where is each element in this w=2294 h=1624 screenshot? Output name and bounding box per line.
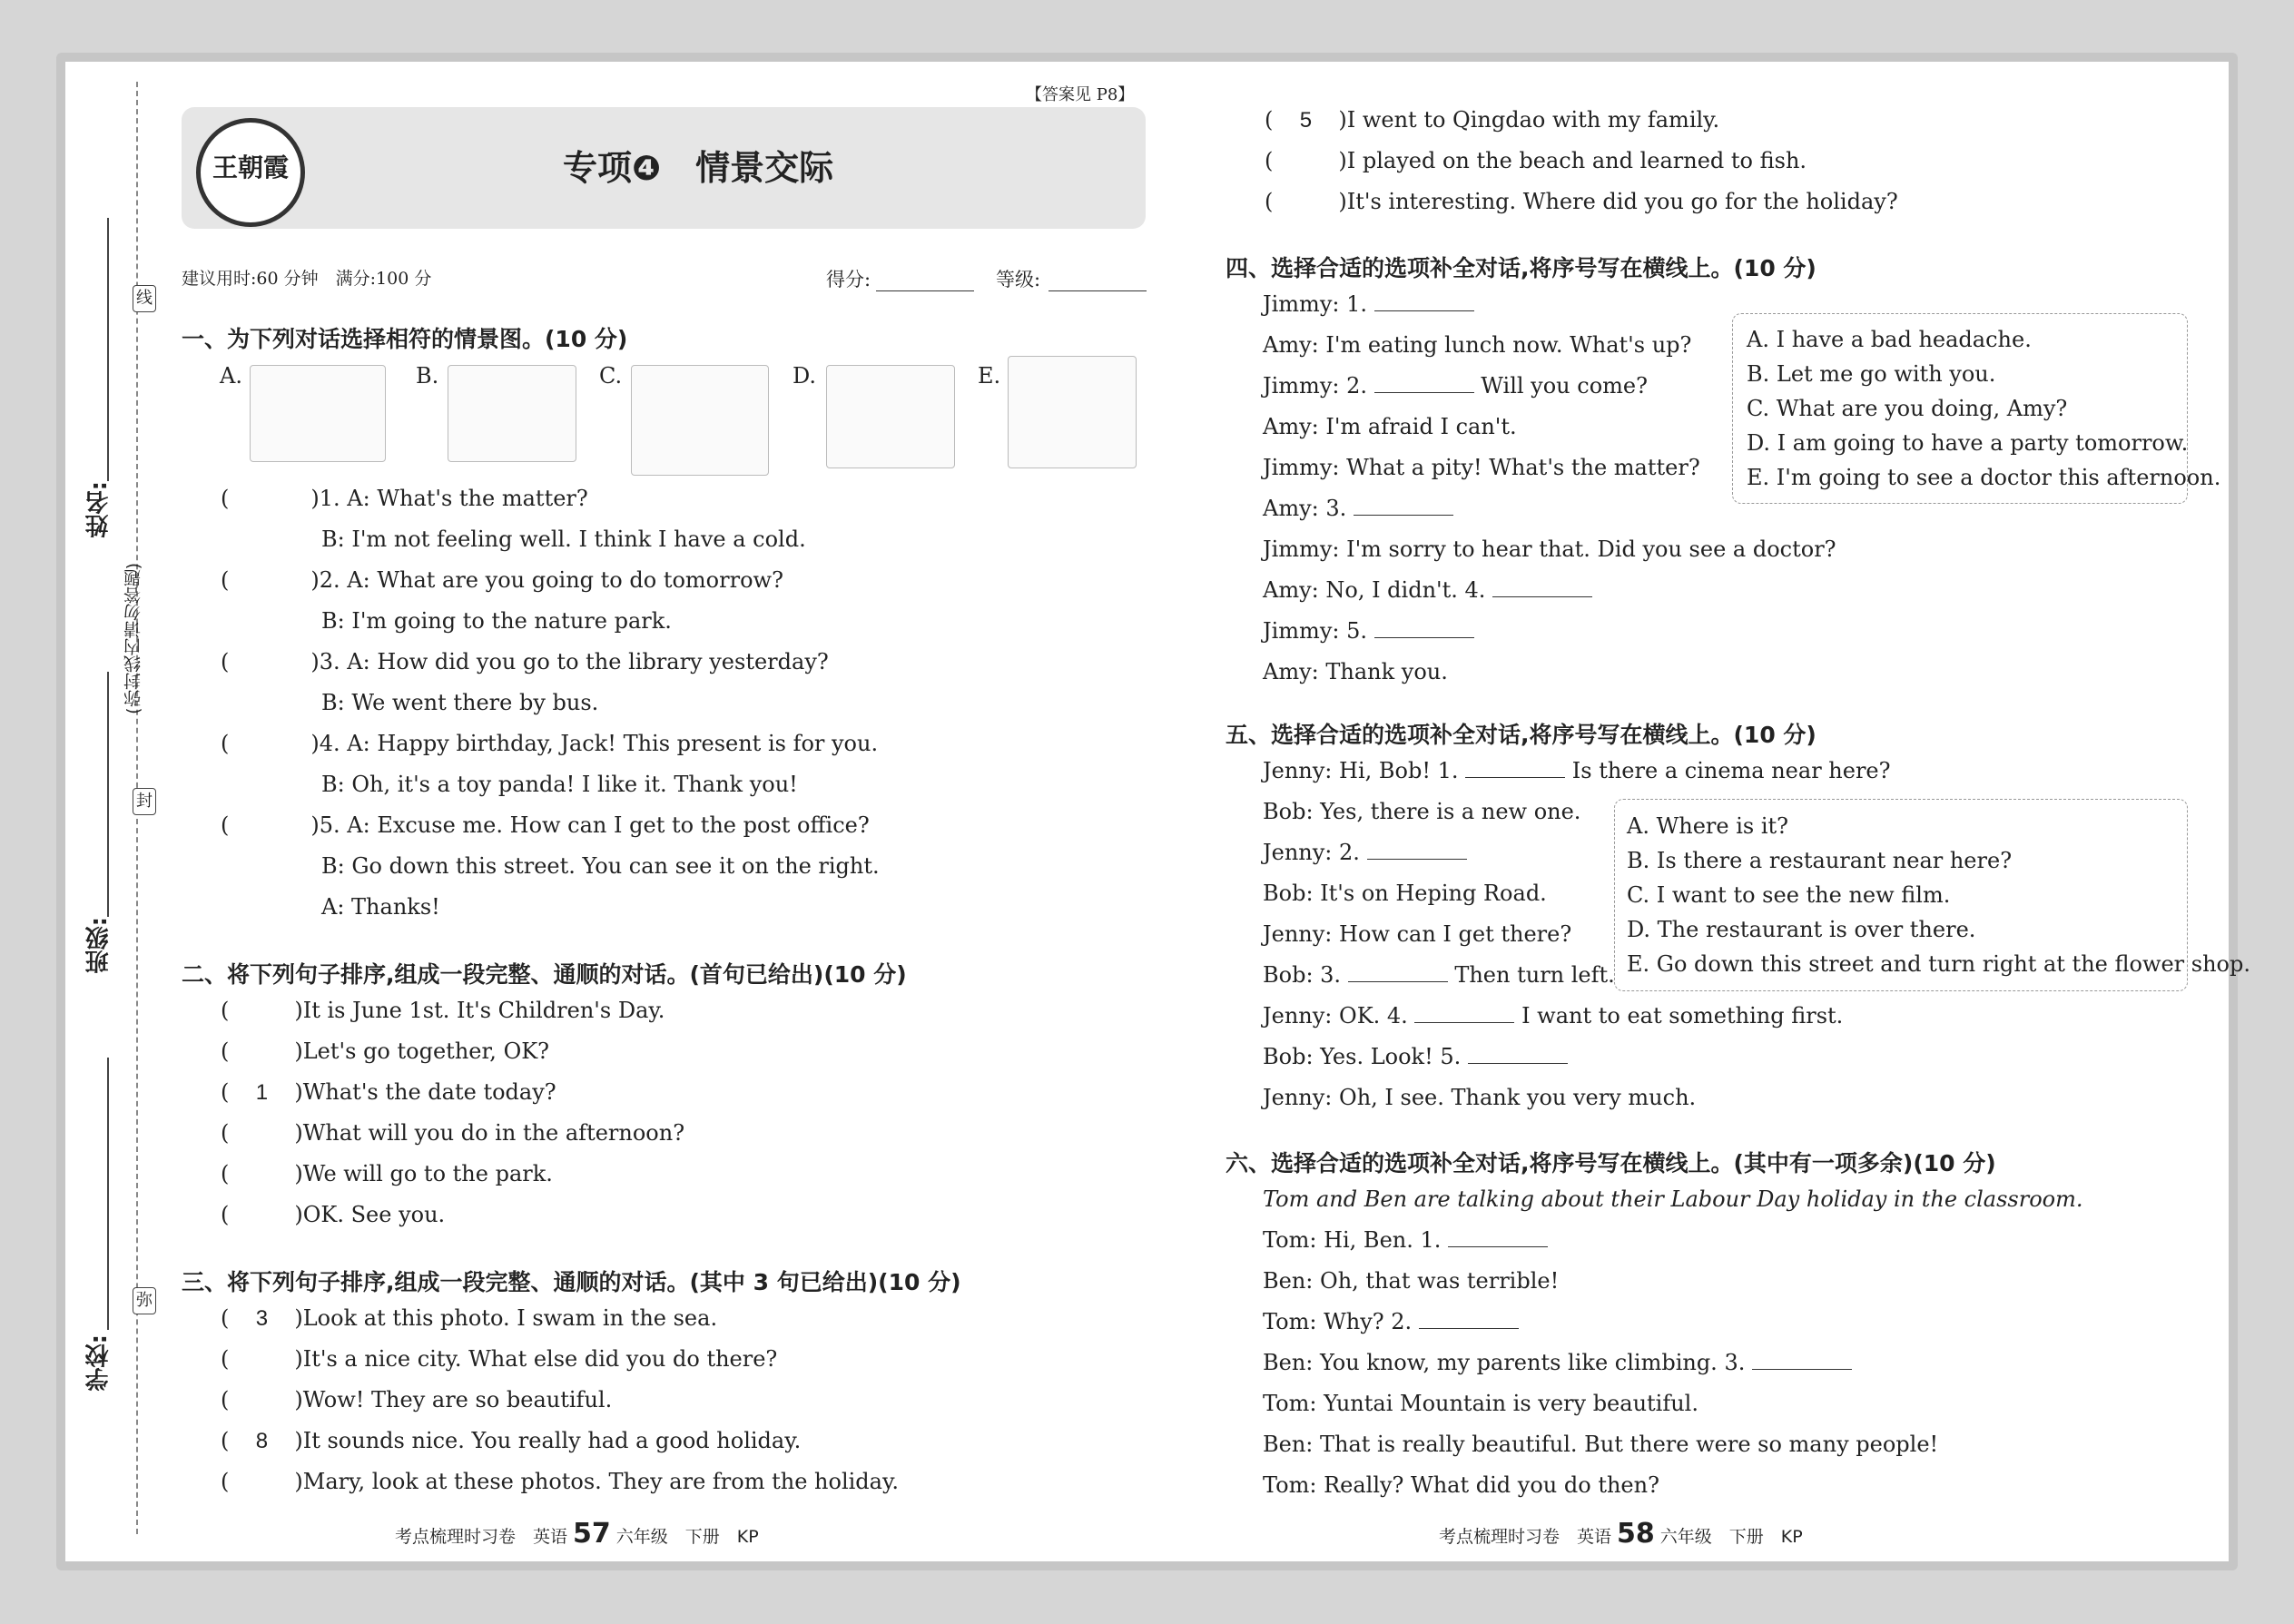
school-field[interactable] — [107, 1058, 109, 1330]
time-info: 建议用时:60 分钟 满分:100 分 — [182, 269, 432, 289]
class-label: 班级: — [85, 917, 113, 974]
mi-seal: 弥 — [133, 1287, 156, 1314]
dialogue-line: Amy: I'm afraid I can't. — [1263, 414, 1517, 439]
option-item: A. Where is it? — [1627, 813, 1789, 839]
answer-blank[interactable] — [1354, 498, 1453, 516]
dialogue-line: Bob: Yes. Look! 5. — [1263, 1046, 1568, 1068]
section6-title: 六、选择合适的选项补全对话,将序号写在横线上。(其中有一项多余)(10 分) — [1226, 1150, 1996, 1176]
picture-label-d: D. — [793, 363, 817, 389]
section3-title: 三、将下列句子排序,组成一段完整、通顺的对话。(其中 3 句已给出)(10 分) — [182, 1269, 961, 1295]
footer-right: 考点梳理时习卷 英语 58 六年级 下册 KP — [1439, 1518, 1803, 1550]
score-field[interactable] — [876, 290, 974, 291]
option-item: C. What are you doing, Amy? — [1747, 396, 2068, 421]
option-item: B. Let me go with you. — [1747, 361, 1996, 387]
q4-question: ( )4. A: Happy birthday, Jack! This present is for you. — [221, 731, 879, 756]
option-item: B. Is there a restaurant near here? — [1627, 848, 2013, 873]
sort-item: ( )Let's go together, OK? — [221, 1038, 550, 1064]
q2-answer: B: I'm going to the nature park. — [321, 608, 672, 634]
dialogue-line: Jenny: 2. — [1263, 842, 1467, 863]
answer-blank[interactable] — [1448, 1230, 1548, 1247]
grade-label: 等级: — [996, 269, 1041, 290]
dialogue-line: Jimmy: 5. — [1263, 620, 1474, 642]
q1-answer: B: I'm not feeling well. I think I have a cold. — [321, 527, 806, 552]
sort-item: ( )Mary, look at these photos. They are from the holiday. — [221, 1469, 899, 1494]
q2-question: ( )2. A: What are you going to do tomorrow? — [221, 567, 783, 593]
dialogue-line: Tom: Really? What did you do then? — [1263, 1472, 1659, 1498]
page-number-right: 58 — [1617, 1518, 1655, 1550]
dialogue-line: Jenny: OK. 4. I want to eat something first. — [1263, 1003, 1844, 1029]
q1-question: ( )1. A: What's the matter? — [221, 486, 588, 511]
page-title: 专项❹ 情景交际 — [563, 148, 834, 188]
q3-question: ( )3. A: How did you go to the library yesterday? — [221, 649, 829, 674]
scene-picture-b — [448, 365, 576, 462]
section2-title: 二、将下列句子排序,组成一段完整、通顺的对话。(首句已给出)(10 分) — [182, 961, 907, 988]
scene-picture-d — [826, 365, 955, 468]
name-field[interactable] — [107, 218, 109, 481]
picture-label-b: B. — [416, 363, 439, 389]
option-item: D. I am going to have a party tomorrow. — [1747, 430, 2189, 456]
answer-blank[interactable] — [1752, 1353, 1852, 1370]
dialogue-line: Amy: 3. — [1263, 497, 1453, 519]
scene-picture-e — [1008, 356, 1137, 468]
school-label: 学校: — [85, 1334, 113, 1392]
sort-item: ( )It's interesting. Where did you go for the holiday? — [1265, 189, 1898, 214]
dialogue-line: Jenny: How can I get there? — [1263, 921, 1572, 947]
option-item: E. I'm going to see a doctor this afternoon. — [1747, 465, 2221, 490]
answer-blank[interactable] — [1414, 1006, 1514, 1023]
score-label: 得分: — [826, 269, 871, 290]
q5-reply: A: Thanks! — [321, 894, 440, 920]
dialogue-line: Bob: 3. Then turn left. — [1263, 962, 1615, 988]
q4-answer: B: Oh, it's a toy panda! I like it. Thank you! — [321, 772, 798, 797]
answer-blank[interactable] — [1468, 1047, 1568, 1064]
dialogue-line: Bob: It's on Heping Road. — [1263, 881, 1547, 906]
answer-blank[interactable] — [1374, 621, 1474, 638]
sort-item: ( 5 )I went to Qingdao with my family. — [1265, 107, 1720, 133]
dialogue-line: Tom: Yuntai Mountain is very beautiful. — [1263, 1391, 1698, 1416]
class-field[interactable] — [107, 672, 109, 917]
dialogue-intro: Tom and Ben are talking about their Labour Day holiday in the classroom. — [1263, 1186, 2083, 1212]
answer-blank[interactable] — [1348, 965, 1448, 982]
sort-item: ( )It is June 1st. It's Children's Day. — [221, 998, 665, 1023]
footer-left: 考点梳理时习卷 英语 57 六年级 下册 KP — [395, 1518, 759, 1550]
q3-answer: B: We went there by bus. — [321, 690, 599, 715]
answer-blank[interactable] — [1374, 294, 1474, 311]
sort-item: ( )Wow! They are so beautiful. — [221, 1387, 613, 1412]
dialogue-line: Tom: Why? 2. — [1263, 1311, 1519, 1333]
brand-logo: 王朝霞 — [196, 118, 305, 227]
dialogue-line: Tom: Hi, Ben. 1. — [1263, 1229, 1548, 1251]
dialogue-line: Jenny: Hi, Bob! 1. Is there a cinema near here? — [1263, 758, 1891, 783]
option-item: C. I want to see the new film. — [1627, 882, 1951, 908]
answer-blank[interactable] — [1492, 580, 1592, 597]
dialogue-line: Ben: That is really beautiful. But there were so many people! — [1263, 1432, 1939, 1457]
option-item: A. I have a bad headache. — [1747, 327, 2032, 352]
picture-label-a: A. — [220, 363, 242, 389]
sort-item: ( )OK. See you. — [221, 1202, 446, 1227]
sort-item: ( )What will you do in the afternoon? — [221, 1120, 685, 1146]
answer-ref: 【答案见 P8】 — [1026, 85, 1135, 104]
option-item: E. Go down this street and turn right at the flower shop. — [1627, 951, 2250, 977]
scene-picture-a — [250, 365, 386, 462]
answer-blank[interactable] — [1367, 842, 1467, 860]
dialogue-line: Jimmy: What a pity! What's the matter? — [1263, 455, 1700, 480]
picture-label-e: E. — [978, 363, 1001, 389]
page-number-left: 57 — [573, 1518, 611, 1550]
answer-blank[interactable] — [1419, 1312, 1519, 1329]
dialogue-line: Amy: Thank you. — [1263, 659, 1448, 684]
dialogue-line: Jimmy: I'm sorry to hear that. Did you see a doctor? — [1263, 536, 1836, 562]
binding-note: (弥封线内请勿答题) — [123, 563, 143, 714]
option-item: D. The restaurant is over there. — [1627, 917, 1976, 942]
scene-picture-c — [631, 365, 769, 476]
sort-item: ( 1 )What's the date today? — [221, 1079, 556, 1105]
dialogue-line: Ben: You know, my parents like climbing. 3. — [1263, 1352, 1852, 1373]
answer-blank[interactable] — [1465, 761, 1565, 778]
sort-item: ( 3 )Look at this photo. I swam in the sea. — [221, 1305, 718, 1331]
section1-title: 一、为下列对话选择相符的情景图。(10 分) — [182, 326, 628, 352]
sort-item: ( )It's a nice city. What else did you do there? — [221, 1346, 778, 1372]
dialogue-line: Amy: No, I didn't. 4. — [1263, 579, 1592, 601]
seal-mark: 封 — [133, 788, 156, 815]
q5-answer: B: Go down this street. You can see it on the right. — [321, 853, 880, 879]
dialogue-line: Jenny: Oh, I see. Thank you very much. — [1263, 1085, 1697, 1110]
section5-title: 五、选择合适的选项补全对话,将序号写在横线上。(10 分) — [1226, 722, 1816, 748]
dialogue-line: Jimmy: 2. Will you come? — [1263, 373, 1648, 399]
sort-item: ( )We will go to the park. — [221, 1161, 553, 1186]
answer-blank[interactable] — [1374, 376, 1474, 393]
picture-label-c: C. — [599, 363, 623, 389]
dialogue-line: Jimmy: 1. — [1263, 293, 1474, 315]
name-label: 姓名: — [85, 481, 113, 538]
line-seal: 线 — [133, 285, 156, 312]
dialogue-line: Bob: Yes, there is a new one. — [1263, 799, 1581, 824]
dialogue-line: Ben: Oh, that was terrible! — [1263, 1268, 1560, 1294]
q5-question: ( )5. A: Excuse me. How can I get to the post office? — [221, 812, 870, 838]
sort-item: ( )I played on the beach and learned to fish. — [1265, 148, 1807, 173]
section4-title: 四、选择合适的选项补全对话,将序号写在横线上。(10 分) — [1226, 255, 1816, 281]
dialogue-line: Amy: I'm eating lunch now. What's up? — [1263, 332, 1692, 358]
sort-item: ( 8 )It sounds nice. You really had a good holiday. — [221, 1428, 802, 1453]
grade-field[interactable] — [1049, 290, 1147, 291]
